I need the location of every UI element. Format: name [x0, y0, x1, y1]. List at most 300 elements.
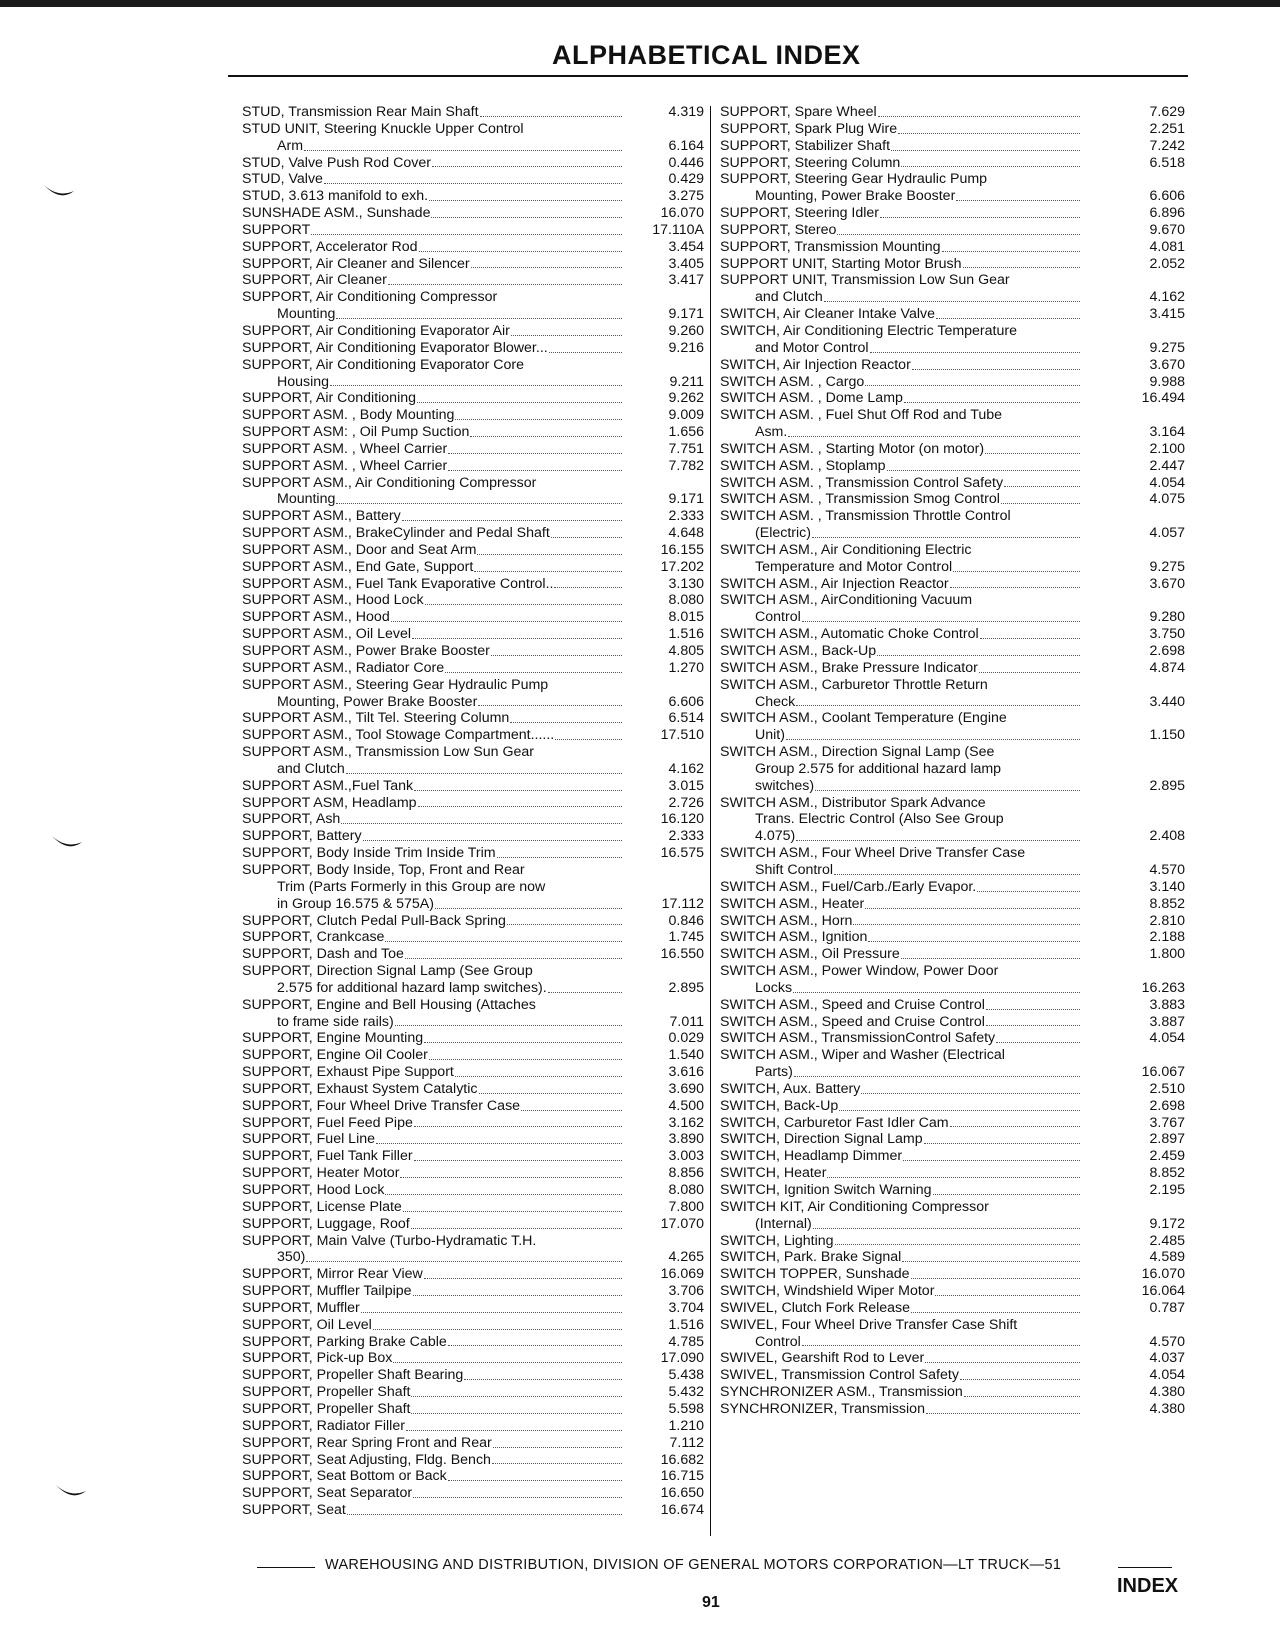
entry-page-ref: 4.500: [668, 1097, 704, 1114]
index-entry: [720, 458, 1185, 475]
entry-page-ref: 3.405: [668, 255, 704, 272]
dot-leader: [306, 1261, 622, 1262]
entry-label: STUD, Valve Push Rod Cover: [242, 154, 431, 171]
entry-label: SUNSHADE ASM., Sunshade: [242, 205, 431, 222]
dot-leader: [413, 1295, 622, 1296]
entry-label: SWITCH KIT, Air Conditioning Compressor: [720, 1198, 989, 1215]
entry-label: SUPPORT, Four Wheel Drive Transfer Case: [242, 1097, 521, 1114]
dot-leader: [425, 604, 622, 605]
entry-page-ref: 0.429: [668, 171, 704, 188]
dot-leader: [1004, 486, 1080, 487]
entry-page-ref: 16.070: [1141, 1266, 1185, 1283]
dot-leader: [880, 217, 1080, 218]
entry-label: SWITCH ASM., Horn: [720, 912, 853, 929]
dot-leader: [878, 116, 1080, 117]
entry-label: SUPPORT, Air Conditioning: [242, 390, 417, 407]
entry-label: Control: [755, 609, 801, 626]
entry-page-ref: 2.810: [1149, 912, 1185, 929]
entry-label: SWITCH ASM., AirConditioning Vacuum: [720, 592, 973, 609]
entry-page-ref: 3.750: [1149, 626, 1185, 643]
entry-page-ref: 1.745: [668, 929, 704, 946]
entry-label: SWITCH ASM. , Cargo: [720, 373, 865, 390]
entry-label: SUPPORT ASM, Headlamp: [242, 794, 417, 811]
dot-leader: [419, 251, 622, 252]
index-entry: [242, 289, 704, 323]
entry-label: Mounting: [277, 306, 336, 323]
dot-leader: [802, 621, 1080, 622]
dot-leader: [977, 891, 1080, 892]
entry-label: SWITCH ASM., Speed and Cruise Control: [720, 996, 985, 1013]
index-entry: [242, 1030, 704, 1047]
index-entry: [720, 357, 1185, 374]
dot-leader: [1001, 503, 1080, 504]
entry-page-ref: 6.896: [1149, 205, 1185, 222]
dot-leader: [956, 200, 1080, 201]
entry-label: SWITCH, Carburetor Fast Idler Cam: [720, 1114, 949, 1131]
dot-leader: [902, 1261, 1080, 1262]
entry-label: SUPPORT ASM: , Oil Pump Suction: [242, 424, 470, 441]
index-entry: [242, 576, 704, 593]
index-entry: [242, 677, 704, 711]
entry-page-ref: 9.216: [668, 339, 704, 356]
dot-leader: [827, 1177, 1080, 1178]
entry-label: SUPPORT ASM., Fuel Tank Evaporative Control..: [242, 575, 554, 592]
index-entry: [720, 576, 1185, 593]
entry-page-ref: 17.202: [660, 558, 704, 575]
dot-leader: [403, 1211, 622, 1212]
index-entry: [242, 188, 704, 205]
entry-label: Mounting, Power Brake Booster: [277, 693, 478, 710]
index-entry: [242, 357, 704, 391]
dot-leader: [448, 1345, 622, 1346]
dot-leader: [877, 655, 1080, 656]
entry-label: SWITCH ASM., Oil Pressure: [720, 946, 900, 963]
index-entry: [720, 1300, 1185, 1317]
entry-page-ref: 3.670: [1149, 356, 1185, 373]
entry-page-ref: 9.262: [668, 390, 704, 407]
dot-leader: [417, 402, 622, 403]
page-top-border: [0, 0, 1280, 7]
index-entry: [720, 1249, 1185, 1266]
entry-label: SUPPORT, Air Conditioning Evaporator Air: [242, 322, 510, 339]
entry-label: Asm.: [755, 424, 788, 441]
index-entry: [242, 727, 704, 744]
entry-label: SWIVEL, Four Wheel Drive Transfer Case Shift: [720, 1316, 1018, 1333]
dot-leader: [393, 1362, 622, 1363]
entry-label: SUPPORT, Luggage, Roof: [242, 1215, 410, 1232]
index-entry: [242, 239, 704, 256]
dot-leader: [935, 1295, 1080, 1296]
entry-page-ref: 1.656: [668, 424, 704, 441]
entry-label: SUPPORT, Propeller Shaft: [242, 1400, 411, 1417]
dot-leader: [474, 571, 622, 572]
entry-page-ref: 3.130: [668, 575, 704, 592]
dot-leader: [424, 1042, 622, 1043]
entry-page-ref: 8.852: [1149, 895, 1185, 912]
entry-label: SUPPORT ASM., Hood Lock: [242, 592, 424, 609]
entry-page-ref: 2.188: [1149, 929, 1185, 946]
entry-page-ref: 9.171: [668, 491, 704, 508]
dot-leader: [835, 1244, 1080, 1245]
index-entry: [242, 828, 704, 845]
index-entry: [242, 1334, 704, 1351]
entry-page-ref: 4.319: [668, 104, 704, 120]
entry-label: and Clutch: [277, 760, 345, 777]
entry-label: SWITCH, Direction Signal Lamp: [720, 1131, 923, 1148]
entry-page-ref: 2.447: [1149, 457, 1185, 474]
index-entry: [242, 559, 704, 576]
index-entry: [720, 171, 1185, 205]
entry-label: SUPPORT, Muffler: [242, 1299, 360, 1316]
dot-leader: [405, 958, 622, 959]
entry-page-ref: 2.333: [668, 508, 704, 525]
dot-leader: [330, 385, 622, 386]
entry-page-ref: 3.887: [1149, 1013, 1185, 1030]
entry-label: SUPPORT, Air Conditioning Evaporator Blower...: [242, 339, 548, 356]
entry-page-ref: 7.011: [669, 1013, 704, 1030]
index-entry: [720, 929, 1185, 946]
index-entry: [720, 913, 1185, 930]
entry-page-ref: 3.015: [668, 777, 704, 794]
dot-leader: [834, 874, 1080, 875]
entry-page-ref: 2.698: [1149, 643, 1185, 659]
index-entry: [720, 1131, 1185, 1148]
index-entry: [720, 256, 1185, 273]
dot-leader: [497, 857, 622, 858]
entry-label: SUPPORT, Air Cleaner: [242, 272, 387, 289]
dot-leader: [813, 1228, 1080, 1229]
index-entry: [242, 104, 704, 121]
entry-page-ref: 4.054: [1149, 1367, 1185, 1384]
entry-label: Locks: [755, 979, 793, 996]
index-entry: [720, 508, 1185, 542]
index-entry: [720, 795, 1185, 846]
dot-leader: [868, 941, 1080, 942]
entry-page-ref: 3.003: [668, 1148, 704, 1165]
index-entry: [720, 542, 1185, 576]
dot-leader: [347, 1514, 622, 1515]
dot-leader: [802, 1345, 1080, 1346]
index-entry: [242, 424, 704, 441]
entry-label: SUPPORT, License Plate: [242, 1198, 402, 1215]
entry-label: SWITCH ASM. , Transmission Throttle Control: [720, 508, 1011, 525]
dot-leader: [950, 587, 1080, 588]
dot-leader: [414, 1126, 622, 1127]
dot-leader: [385, 941, 622, 942]
dot-leader: [413, 1497, 622, 1498]
index-column-right: [720, 104, 1185, 1418]
dot-leader: [986, 1009, 1080, 1010]
entry-label: Group 2.575 for additional hazard lamp: [755, 760, 1002, 777]
entry-label: SUPPORT, Seat Adjusting, Fldg. Bench: [242, 1451, 491, 1468]
dot-leader: [794, 1076, 1080, 1077]
dot-leader: [980, 638, 1080, 639]
dot-leader: [411, 1396, 622, 1397]
index-entry: [720, 1233, 1185, 1250]
index-entry: [720, 1030, 1185, 1047]
dot-leader: [815, 790, 1080, 791]
entry-label: SUPPORT, Pick-up Box: [242, 1350, 393, 1367]
dot-leader: [402, 520, 622, 521]
entry-label: SUPPORT, Propeller Shaft: [242, 1384, 411, 1401]
dot-leader: [960, 1379, 1080, 1380]
dot-leader: [911, 1278, 1080, 1279]
index-entry: [242, 795, 704, 812]
entry-page-ref: 7.629: [1149, 104, 1185, 120]
dot-leader: [448, 1480, 622, 1481]
entry-label: SUPPORT ASM., Tool Stowage Compartment......: [242, 727, 555, 744]
entry-page-ref: 4.380: [1149, 1384, 1185, 1401]
entry-label: SWITCH ASM., Ignition: [720, 929, 868, 946]
dot-leader: [431, 217, 622, 218]
entry-page-ref: 2.726: [668, 794, 704, 811]
dot-leader: [786, 739, 1080, 740]
dot-leader: [510, 722, 622, 723]
index-entry: [242, 323, 704, 340]
entry-page-ref: 4.162: [1149, 289, 1185, 306]
dot-leader: [346, 773, 622, 774]
entry-label: SWITCH, Ignition Switch Warning: [720, 1182, 932, 1198]
entry-label: SWITCH, Air Conditioning Electric Temperature: [720, 322, 1017, 339]
entry-label: Mounting, Power Brake Booster: [755, 188, 956, 205]
index-entry: [242, 222, 704, 239]
dot-leader: [925, 1362, 1080, 1363]
entry-label: SUPPORT, Air Cleaner and Silencer: [242, 255, 470, 272]
entry-page-ref: 16.120: [660, 811, 704, 828]
entry-label: SUPPORT, Steering Idler: [720, 205, 880, 222]
index-entry: [720, 963, 1185, 997]
entry-label: SWITCH ASM., Heater: [720, 895, 865, 912]
dot-leader: [376, 1143, 622, 1144]
entry-page-ref: 6.518: [1149, 154, 1185, 171]
entry-label: SUPPORT, Stabilizer Shaft: [720, 137, 891, 154]
entry-page-ref: 16.674: [660, 1502, 704, 1519]
entry-label: SWITCH ASM., Direction Signal Lamp (See: [720, 744, 995, 761]
index-entry: [720, 845, 1185, 879]
dot-leader: [395, 1025, 622, 1026]
entry-label: SUPPORT, Steering Gear Hydraulic Pump: [720, 171, 988, 188]
dot-leader: [470, 436, 622, 437]
index-entry: [242, 997, 704, 1031]
entry-page-ref: 9.275: [1149, 558, 1185, 575]
entry-label: SWITCH ASM., Automatic Choke Control: [720, 626, 979, 643]
index-entry: [720, 222, 1185, 239]
entry-label: SWITCH ASM., Air Conditioning Electric: [720, 541, 972, 558]
index-entry: [720, 323, 1185, 357]
index-entry: [720, 710, 1185, 744]
entry-label: (Internal): [755, 1215, 812, 1232]
entry-label: SWITCH ASM., Brake Pressure Indicator: [720, 659, 978, 676]
index-entry: [242, 778, 704, 795]
entry-page-ref: 17.112: [661, 895, 704, 912]
dot-leader: [511, 335, 622, 336]
entry-label: SYNCHRONIZER, Transmission: [720, 1400, 925, 1417]
entry-label: SUPPORT, Ash: [242, 811, 341, 828]
section-label: INDEX: [1117, 1575, 1179, 1597]
entry-label: SWITCH, Back-Up: [720, 1097, 839, 1114]
dot-leader: [464, 1379, 622, 1380]
index-entry: [242, 1182, 704, 1199]
entry-page-ref: 2.897: [1149, 1131, 1185, 1148]
entry-label: SUPPORT, Seat: [242, 1502, 346, 1519]
entry-page-ref: 2.510: [1149, 1080, 1185, 1097]
entry-page-ref: 2.195: [1149, 1182, 1185, 1198]
entry-page-ref: 1.540: [668, 1047, 704, 1064]
entry-page-ref: 3.690: [668, 1080, 704, 1097]
entry-page-ref: 1.800: [1149, 946, 1185, 963]
entry-label: SUPPORT, Propeller Shaft Bearing: [242, 1367, 464, 1384]
entry-label: to frame side rails): [277, 1013, 394, 1030]
entry-label: SUPPORT ASM., Air Conditioning Compressor: [242, 474, 537, 491]
dot-leader: [870, 352, 1080, 353]
index-entry: [720, 441, 1185, 458]
entry-label: SUPPORT, Fuel Feed Pipe: [242, 1114, 413, 1131]
entry-label: Check: [755, 693, 796, 710]
index-entry: [720, 1266, 1185, 1283]
dot-leader: [406, 1430, 622, 1431]
index-entry: [720, 1367, 1185, 1384]
index-entry: [242, 710, 704, 727]
entry-label: SUPPORT ASM.,Fuel Tank: [242, 777, 414, 794]
index-entry: [720, 374, 1185, 391]
entry-label: SWIVEL, Clutch Fork Release: [720, 1299, 911, 1316]
entry-label: SUPPORT, Clutch Pedal Pull-Back Spring: [242, 912, 506, 929]
entry-label: SUPPORT ASM. , Wheel Carrier: [242, 457, 448, 474]
entry-label: and Clutch: [755, 289, 823, 306]
dot-leader: [837, 234, 1080, 235]
entry-label: SUPPORT ASM. , Wheel Carrier: [242, 440, 448, 457]
dot-leader: [414, 1160, 622, 1161]
index-entry: [720, 660, 1185, 677]
index-entry: [242, 256, 704, 273]
entry-page-ref: 3.440: [1149, 693, 1185, 710]
dot-leader: [788, 436, 1080, 437]
entry-label: SUPPORT ASM., BrakeCylinder and Pedal Shaft: [242, 525, 550, 542]
dot-leader: [324, 183, 622, 184]
entry-page-ref: 8.080: [668, 592, 704, 609]
dot-leader: [471, 267, 622, 268]
dot-leader: [445, 672, 622, 673]
entry-page-ref: 1.270: [668, 659, 704, 676]
entry-label: Trim (Parts Formerly in this Group are now: [277, 878, 546, 895]
entry-label: SUPPORT, Accelerator Rod: [242, 238, 418, 255]
entry-page-ref: 0.787: [1149, 1299, 1185, 1316]
entry-label: SUPPORT, Spark Plug Wire: [720, 120, 898, 137]
index-entry: [242, 609, 704, 626]
dot-leader: [363, 840, 622, 841]
entry-page-ref: 0.446: [668, 154, 704, 171]
footer-rule-left: [257, 1567, 315, 1568]
entry-label: SUPPORT, Engine Oil Cooler: [242, 1047, 428, 1064]
entry-label: SUPPORT ASM., Radiator Core: [242, 659, 445, 676]
dot-leader: [901, 166, 1080, 167]
entry-label: SWITCH, Headlamp Dimmer: [720, 1148, 903, 1165]
entry-page-ref: 7.782: [668, 457, 704, 474]
entry-label: SUPPORT, Exhaust System Catalytic: [242, 1080, 478, 1097]
column-divider: [710, 106, 711, 1536]
index-entry: [242, 1435, 704, 1452]
entry-page-ref: 3.164: [1149, 424, 1185, 441]
dot-leader: [477, 554, 622, 555]
dot-leader: [904, 402, 1080, 403]
index-entry: [720, 1165, 1185, 1182]
entry-page-ref: 2.100: [1149, 440, 1185, 457]
dot-leader: [480, 116, 622, 117]
entry-page-ref: 16.064: [1141, 1283, 1185, 1300]
index-entry: [242, 205, 704, 222]
entry-label: SUPPORT, Spare Wheel: [720, 104, 877, 120]
index-entry: [720, 475, 1185, 492]
index-entry: [720, 1047, 1185, 1081]
entry-page-ref: 1.516: [668, 1316, 704, 1333]
index-entry: [242, 913, 704, 930]
entry-label: SUPPORT, Engine and Bell Housing (Attaches: [242, 996, 536, 1013]
index-entry: [242, 1216, 704, 1233]
entry-page-ref: 4.162: [668, 760, 704, 777]
index-entry: [720, 1014, 1185, 1031]
entry-label: SUPPORT, Seat Bottom or Back: [242, 1468, 447, 1485]
title-rule: [228, 75, 1188, 77]
dot-leader: [429, 1059, 622, 1060]
footer-publisher: WAREHOUSING AND DISTRIBUTION, DIVISION OF GENERAL MOTORS CORPORATION—LT TRUCK—51: [325, 1557, 1062, 1573]
entry-page-ref: 6.164: [668, 137, 704, 154]
entry-label: Temperature and Motor Control: [755, 558, 953, 575]
dot-leader: [548, 992, 622, 993]
dot-leader: [796, 705, 1080, 706]
dot-leader: [493, 1447, 622, 1448]
entry-label: SWITCH, Heater: [720, 1165, 827, 1182]
entry-label: SWITCH, Air Cleaner Intake Valve: [720, 306, 935, 323]
entry-label: SWITCH ASM., Wiper and Washer (Electrical: [720, 1047, 1005, 1064]
entry-label: SUPPORT, Steering Column: [720, 154, 901, 171]
entry-page-ref: 9.211: [669, 373, 704, 390]
entry-label: SUPPORT, Oil Level: [242, 1316, 372, 1333]
index-entry: [242, 475, 704, 509]
index-entry: [242, 1502, 704, 1519]
entry-page-ref: 9.670: [1149, 221, 1185, 238]
index-entry: [720, 1283, 1185, 1300]
entry-page-ref: 2.251: [1149, 120, 1185, 137]
entry-page-ref: 8.856: [668, 1165, 704, 1182]
entry-page-ref: 1.516: [668, 626, 704, 643]
dot-leader: [411, 1413, 622, 1414]
dot-leader: [912, 369, 1080, 370]
index-entry: [720, 1182, 1185, 1199]
entry-label: SUPPORT ASM., Steering Gear Hydraulic Pump: [242, 676, 549, 693]
index-entry: [720, 1384, 1185, 1401]
entry-label: STUD, Transmission Rear Main Shaft: [242, 104, 479, 120]
entry-label: SWITCH ASM., TransmissionControl Safety: [720, 1030, 996, 1047]
index-entry: [242, 1485, 704, 1502]
index-entry: [242, 1081, 704, 1098]
index-entry: [242, 1350, 704, 1367]
entry-page-ref: 8.080: [668, 1182, 704, 1198]
entry-label: SWITCH ASM., Power Window, Power Door: [720, 963, 999, 980]
footer-rule-right: [1118, 1567, 1172, 1568]
index-entry: [242, 1064, 704, 1081]
entry-page-ref: 5.432: [668, 1384, 704, 1401]
entry-page-ref: 2.052: [1149, 255, 1185, 272]
dot-leader: [400, 1177, 622, 1178]
entry-page-ref: 16.682: [660, 1451, 704, 1468]
entry-label: SUPPORT, Fuel Tank Filler: [242, 1148, 413, 1165]
index-entry: [720, 306, 1185, 323]
dot-leader: [479, 1093, 623, 1094]
index-entry: [242, 1115, 704, 1132]
index-entry: [242, 1384, 704, 1401]
entry-label: 2.575 for additional hazard lamp switches).: [277, 979, 547, 996]
entry-label: SUPPORT, Air Conditioning Compressor: [242, 289, 498, 306]
